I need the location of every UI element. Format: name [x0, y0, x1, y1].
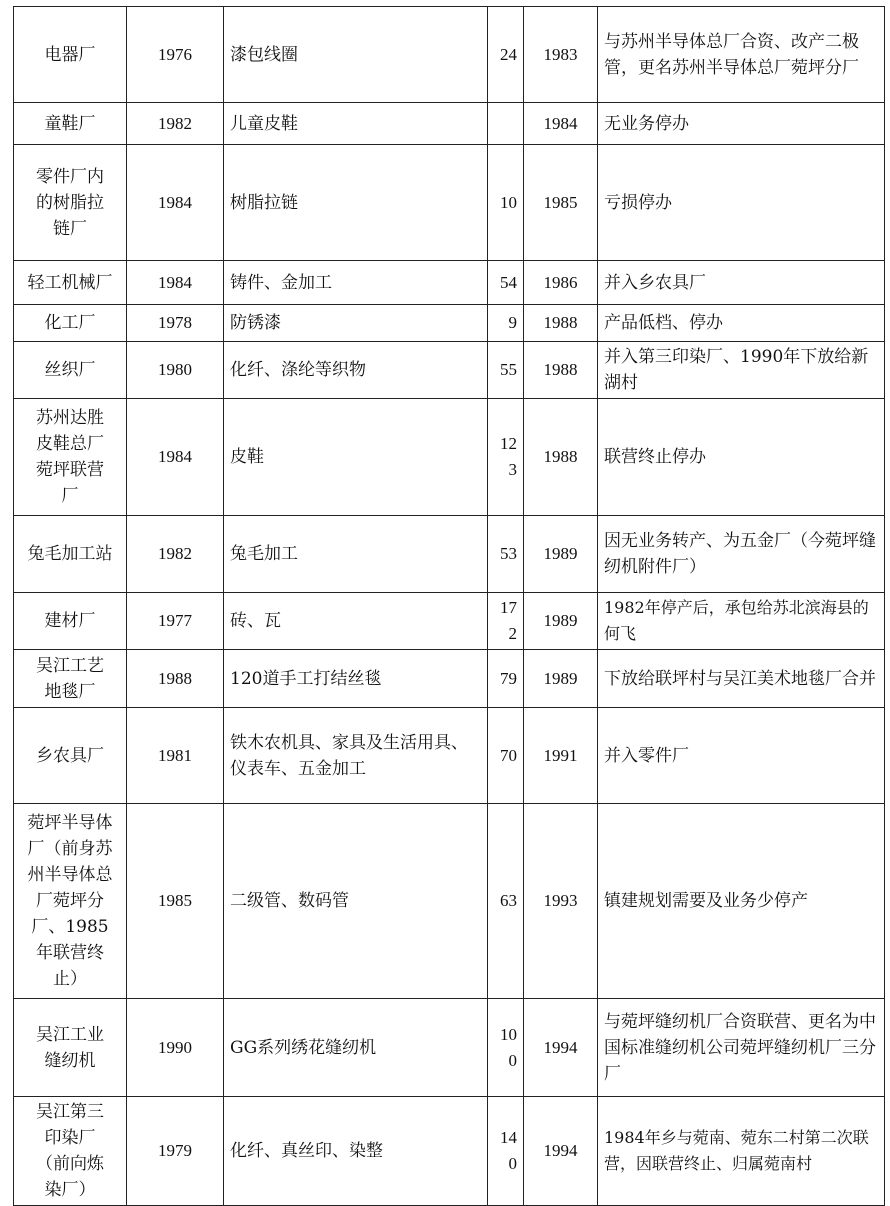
- note: 无业务停办: [598, 103, 885, 145]
- staff-count: 53: [488, 516, 524, 593]
- end-year: 1989: [524, 650, 598, 708]
- start-year: 1980: [127, 342, 224, 399]
- product: 儿童皮鞋: [224, 103, 488, 145]
- staff-count: [488, 103, 524, 145]
- factory-name: 乡农具厂: [14, 708, 127, 804]
- table-row: [14, 1097, 885, 1206]
- product: 树脂拉链: [224, 145, 488, 261]
- start-year: 1982: [127, 103, 224, 145]
- end-year: 1988: [524, 399, 598, 516]
- product: 化纤、真丝印、染整: [224, 1097, 488, 1206]
- table-row: [14, 305, 885, 342]
- staff-count: 10: [488, 145, 524, 261]
- end-year: 1989: [524, 516, 598, 593]
- factory-name: 建材厂: [14, 593, 127, 650]
- note: 1982年停产后，承包给苏北滨海县的何飞: [598, 593, 885, 650]
- table-row: [14, 650, 885, 708]
- end-year: 1983: [524, 7, 598, 103]
- product: 兔毛加工: [224, 516, 488, 593]
- note: 并入乡农具厂: [598, 261, 885, 305]
- start-year: 1977: [127, 593, 224, 650]
- staff-count: 9: [488, 305, 524, 342]
- end-year: 1985: [524, 145, 598, 261]
- table-row: [14, 261, 885, 305]
- factory-name: 兔毛加工站: [14, 516, 127, 593]
- factory-name: 轻工机械厂: [14, 261, 127, 305]
- note: 下放给联坪村与吴江美术地毯厂合并: [598, 650, 885, 708]
- product: 化纤、涤纶等织物: [224, 342, 488, 399]
- end-year: 1993: [524, 804, 598, 999]
- note: 与菀坪缝纫机厂合资联营、更名为中国标准缝纫机公司菀坪缝纫机厂三分厂: [598, 999, 885, 1097]
- product: 120道手工打结丝毯: [224, 650, 488, 708]
- note: 产品低档、停办: [598, 305, 885, 342]
- factory-name: 电器厂: [14, 7, 127, 103]
- end-year: 1991: [524, 708, 598, 804]
- table-row: [14, 593, 885, 650]
- table-row: [14, 7, 885, 103]
- table-row: [14, 145, 885, 261]
- start-year: 1984: [127, 145, 224, 261]
- product: 砖、瓦: [224, 593, 488, 650]
- table-row: [14, 516, 885, 593]
- end-year: 1988: [524, 342, 598, 399]
- staff-count: 123: [488, 399, 524, 516]
- table-row: [14, 342, 885, 399]
- start-year: 1985: [127, 804, 224, 999]
- note: 亏损停办: [598, 145, 885, 261]
- factory-name: 吴江工业缝纫机: [14, 999, 127, 1097]
- table-row: [14, 103, 885, 145]
- note: 并入第三印染厂、1990年下放给新湖村: [598, 342, 885, 399]
- staff-count: 63: [488, 804, 524, 999]
- note: 与苏州半导体总厂合资、改产二极管，更名苏州半导体总厂菀坪分厂: [598, 7, 885, 103]
- end-year: 1994: [524, 999, 598, 1097]
- end-year: 1984: [524, 103, 598, 145]
- factory-name: 吴江工艺地毯厂: [14, 650, 127, 708]
- product: 漆包线圈: [224, 7, 488, 103]
- product: 铁木农机具、家具及生活用具、仪表车、五金加工: [224, 708, 488, 804]
- start-year: 1981: [127, 708, 224, 804]
- end-year: 1989: [524, 593, 598, 650]
- factory-name: 丝织厂: [14, 342, 127, 399]
- table-row: [14, 804, 885, 999]
- start-year: 1984: [127, 399, 224, 516]
- factory-name: 苏州达胜皮鞋总厂菀坪联营厂: [14, 399, 127, 516]
- start-year: 1984: [127, 261, 224, 305]
- note: 并入零件厂: [598, 708, 885, 804]
- staff-count: 70: [488, 708, 524, 804]
- table-row: [14, 399, 885, 516]
- staff-count: 54: [488, 261, 524, 305]
- staff-count: 55: [488, 342, 524, 399]
- start-year: 1976: [127, 7, 224, 103]
- end-year: 1988: [524, 305, 598, 342]
- start-year: 1979: [127, 1097, 224, 1206]
- factory-name: 菀坪半导体厂（前身苏州半导体总厂菀坪分厂、1985年联营终止）: [14, 804, 127, 999]
- product: 防锈漆: [224, 305, 488, 342]
- start-year: 1988: [127, 650, 224, 708]
- staff-count: 79: [488, 650, 524, 708]
- table-row: [14, 708, 885, 804]
- end-year: 1994: [524, 1097, 598, 1206]
- staff-count: 140: [488, 1097, 524, 1206]
- product: 二级管、数码管: [224, 804, 488, 999]
- product: 铸件、金加工: [224, 261, 488, 305]
- factory-name: 化工厂: [14, 305, 127, 342]
- start-year: 1990: [127, 999, 224, 1097]
- factory-name: 童鞋厂: [14, 103, 127, 145]
- product: 皮鞋: [224, 399, 488, 516]
- staff-count: 24: [488, 7, 524, 103]
- staff-count: 172: [488, 593, 524, 650]
- start-year: 1978: [127, 305, 224, 342]
- factory-name: 吴江第三印染厂（前向炼染厂）: [14, 1097, 127, 1206]
- note: 镇建规划需要及业务少停产: [598, 804, 885, 999]
- start-year: 1982: [127, 516, 224, 593]
- note: 1984年乡与菀南、菀东二村第二次联营，因联营终止、归属菀南村: [598, 1097, 885, 1206]
- table-row: [14, 999, 885, 1097]
- note: 因无业务转产、为五金厂（今菀坪缝纫机附件厂）: [598, 516, 885, 593]
- factory-name: 零件厂内的树脂拉链厂: [14, 145, 127, 261]
- product: GG系列绣花缝纫机: [224, 999, 488, 1097]
- factory-table: [13, 6, 885, 1206]
- end-year: 1986: [524, 261, 598, 305]
- staff-count: 100: [488, 999, 524, 1097]
- note: 联营终止停办: [598, 399, 885, 516]
